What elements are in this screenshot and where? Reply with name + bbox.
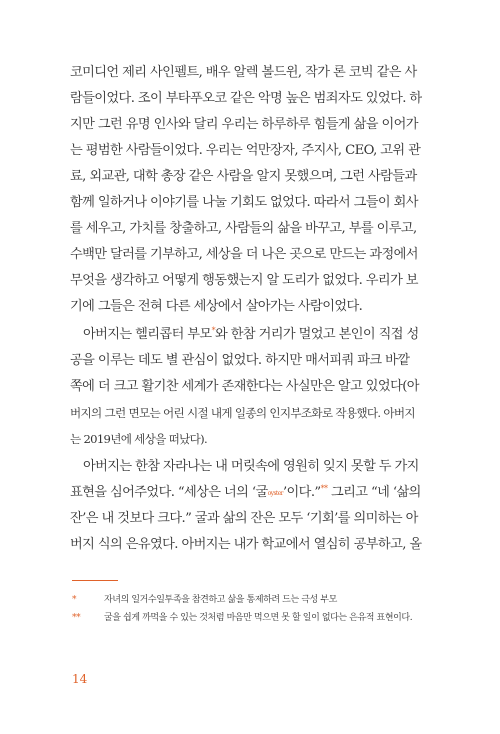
- footnote: [72, 612, 412, 624]
- footnote-text: 자녀의 일거수일투족을 참견하고 삶을 통제하려 드는 극성 부모: [104, 595, 337, 605]
- body-line: 기에 그들은 전혀 다른 세상에서 살아가는 사람이었다.: [70, 299, 363, 314]
- footnote-mark: **: [72, 613, 81, 623]
- footnote-marker: **: [320, 484, 328, 493]
- footnote: [72, 594, 337, 606]
- body-line: 는 2019년에 세상을 떠났다).: [70, 432, 207, 446]
- body-line: 쪽에 더 크고 활기찬 세계가 존재한다는 사실만은 알고 있었다(아: [70, 379, 419, 394]
- text-run: ’이다.”: [282, 485, 321, 500]
- footnote-text: 굴을 쉽게 까먹을 수 있는 것처럼 마음만 먹으면 못 할 일이 없다는 은유적 표현이다.: [104, 613, 413, 623]
- body-line: 는 평범한 사람들이었다. 우리는 억만장자, 주지사, CEO, 고위 관: [70, 143, 421, 158]
- body-line: 함께 일하거나 이야기를 나눌 기회도 없었다. 따라서 그들이 회사: [70, 195, 418, 210]
- footnote-mark: *: [72, 595, 77, 605]
- body-line: 잔’은 내 것보다 크다.” 굴과 삶의 잔은 모두 ‘기회’를 의미하는 아: [70, 511, 418, 526]
- body-line: 코미디언 제리 사인펠트, 배우 알렉 볼드윈, 작가 론 코빅 같은 사: [70, 65, 417, 80]
- body-line: 아버지는 한참 자라나는 내 머릿속에 영원히 잊지 못할 두 가지: [83, 459, 419, 474]
- body-line: [70, 484, 421, 504]
- inline-gloss: oyster: [267, 490, 283, 497]
- body-line: 무엇을 생각하고 어떻게 행동했는지 알 도리가 없었다. 우리가 보: [70, 273, 418, 288]
- body-line: 공을 이루는 데도 별 관심이 없었다. 하지만 매서피쿼 파크 바깥: [70, 353, 410, 368]
- text-run: 아버지는 헬리콥터 부모: [83, 327, 212, 342]
- body-line: 람들이었다. 조이 부타푸오코 같은 악명 높은 범죄자도 있었다. 하: [70, 91, 422, 106]
- text-run: 와 한참 거리가 멀었고 본인이 직접 성: [214, 327, 419, 342]
- body-line: [83, 326, 419, 345]
- page-number: 14: [72, 672, 88, 686]
- body-line: 버지의 그런 면모는 어린 시절 내게 일종의 인지부조화로 작용했다. 아버지: [70, 406, 415, 420]
- body-line: 지만 그런 유명 인사와 달리 우리는 하루하루 힘들게 삶을 이어가: [70, 117, 418, 132]
- footnote-divider: [72, 580, 118, 581]
- body-line: 수백만 달러를 기부하고, 세상을 더 나은 곳으로 만드는 과정에서: [70, 247, 418, 262]
- body-line: 를 세우고, 가치를 창출하고, 사람들의 삶을 바꾸고, 부를 이루고,: [70, 221, 417, 236]
- footnote-marker: *: [211, 326, 215, 335]
- body-line: 버지 식의 은유였다. 아버지는 내가 학교에서 열심히 공부하고, 올: [70, 537, 422, 552]
- body-line: 료, 외교관, 대학 총장 같은 사람을 알지 못했으며, 그런 사람들과: [70, 169, 417, 184]
- text-run: 표현을 심어주었다. “세상은 너의 ‘굴: [70, 485, 268, 500]
- text-run: 그리고 “네 ‘삶의: [327, 485, 421, 500]
